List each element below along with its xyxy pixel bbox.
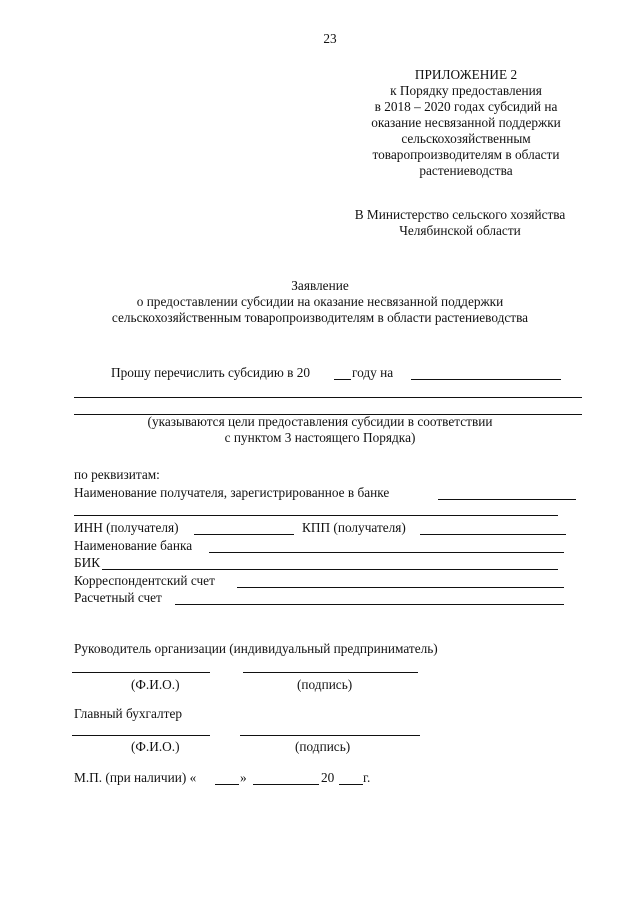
appendix-line: оказание несвязанной поддержки <box>371 115 561 130</box>
month-blank-line[interactable] <box>253 784 319 785</box>
head-fio-caption: (Ф.И.О.) <box>131 677 180 692</box>
kpp-line[interactable] <box>420 534 566 535</box>
kpp-label: КПП (получателя) <box>302 520 406 535</box>
account-line[interactable] <box>175 604 564 605</box>
title-line: о предоставлении субсидии на оказание несвязанной поддержки <box>136 294 504 309</box>
recipient-name-label: Наименование получателя, зарегистрированное в банке <box>74 485 390 500</box>
inn-line[interactable] <box>194 534 294 535</box>
requisites-intro: по реквизитам: <box>74 467 160 482</box>
purpose-note-line: (указываются цели предоставления субсидии в соответствии <box>147 414 493 429</box>
appendix-line: растениеводства <box>419 163 513 178</box>
recipient-name-line-2[interactable] <box>74 515 558 516</box>
stamp-prefix: М.П. (при наличии) « <box>74 770 197 785</box>
year-end-blank-line[interactable] <box>339 784 363 785</box>
title-line: Заявление <box>291 278 349 293</box>
recipient-line: В Министерство сельского хозяйства <box>354 207 566 222</box>
purpose-blank-line[interactable] <box>411 379 561 380</box>
inn-label: ИНН (получателя) <box>74 520 179 535</box>
account-label: Расчетный счет <box>74 590 162 605</box>
stamp-year-prefix: 20 <box>321 770 335 785</box>
appendix-line: сельскохозяйственным <box>401 131 531 146</box>
purpose-note <box>60 414 580 446</box>
purpose-blank-line-2[interactable] <box>74 397 582 398</box>
year-blank-line[interactable] <box>334 379 351 380</box>
bank-name-label: Наименование банка <box>74 538 193 553</box>
corr-account-label: Корреспондентский счет <box>74 573 215 588</box>
stamp-middle: » <box>240 770 247 785</box>
recipient-name-line[interactable] <box>438 499 576 500</box>
recipient-block <box>300 207 620 239</box>
stamp-suffix: г. <box>363 770 371 785</box>
corr-account-line[interactable] <box>237 587 564 588</box>
request-text-end: году на <box>352 365 394 380</box>
head-signature-line[interactable] <box>243 672 418 673</box>
bik-line[interactable] <box>102 569 558 570</box>
accountant-fio-caption: (Ф.И.О.) <box>131 739 180 754</box>
head-signature-caption: (подпись) <box>297 677 353 692</box>
purpose-note-line: с пунктом 3 настоящего Порядка) <box>224 430 416 445</box>
document-title <box>60 278 580 326</box>
accountant-signature-caption: (подпись) <box>295 739 351 754</box>
head-label: Руководитель организации (индивидуальный предприниматель) <box>74 641 438 656</box>
appendix-line: в 2018 – 2020 годах субсидий на <box>374 99 558 114</box>
day-blank-line[interactable] <box>215 784 239 785</box>
appendix-line: товаропроизводителям в области <box>372 147 560 162</box>
bank-name-line[interactable] <box>209 552 564 553</box>
page-number: 23 <box>323 31 337 46</box>
appendix-line: к Порядку предоставления <box>390 83 542 98</box>
chief-accountant-label: Главный бухгалтер <box>74 706 183 721</box>
appendix-line: ПРИЛОЖЕНИЕ 2 <box>414 67 518 82</box>
appendix-header <box>370 67 562 179</box>
head-fio-line[interactable] <box>72 672 210 673</box>
bik-label: БИК <box>74 555 101 570</box>
accountant-fio-line[interactable] <box>72 735 210 736</box>
accountant-signature-line[interactable] <box>240 735 420 736</box>
request-text-start: Прошу перечислить субсидию в 20 <box>111 365 311 380</box>
title-line: сельскохозяйственным товаропроизводителям в области растениеводства <box>111 310 529 325</box>
recipient-line: Челябинской области <box>399 223 521 238</box>
